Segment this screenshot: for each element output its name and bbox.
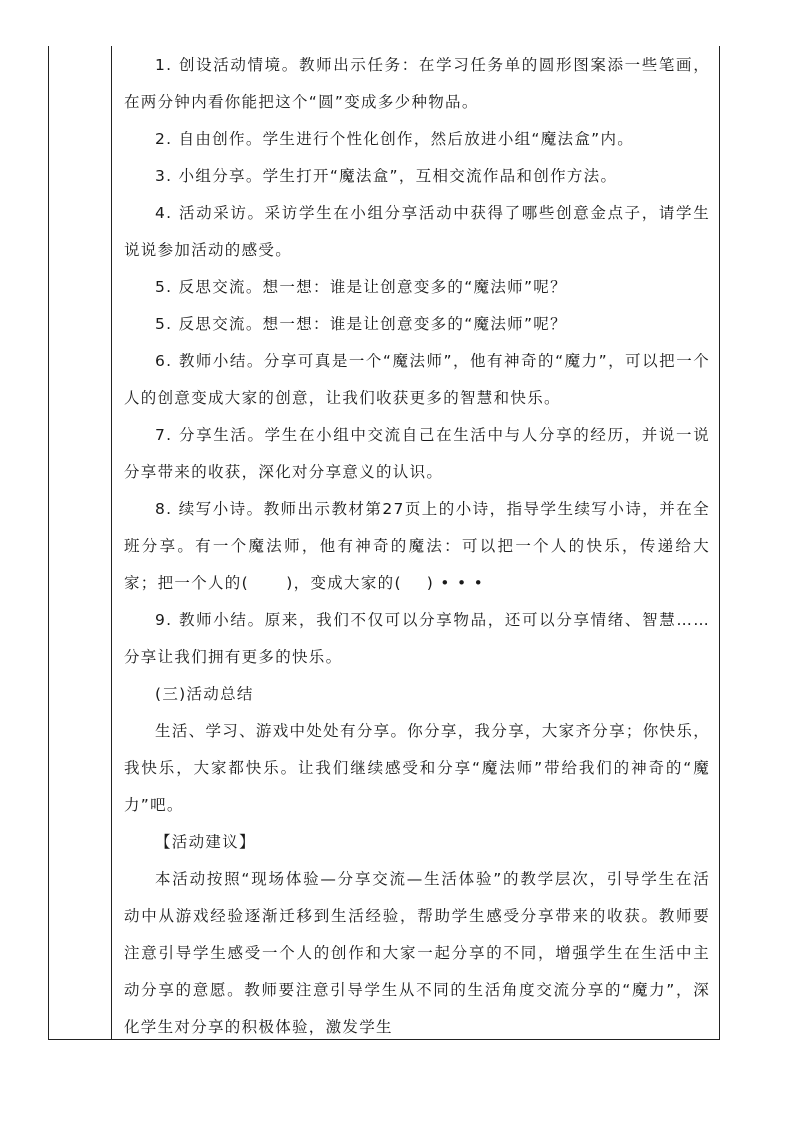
suggestion-paragraph: 本活动按照“现场体验—分享交流—生活体验”的教学层次，引导学生在活动中从游戏经验逐渐迁移到生活经验，帮助学生感受分享带来的收获。教师要注意引导学生感受一个人的创作和大家一起分享的不同，增强学生在生活中主动分享的意愿。教师要注意引导学生从不同的生活角度交流分享的“魔力”，深化学生对分享的积极体验，激发学生 (124, 870, 710, 1036)
suggestion-heading: 【活动建议】 (155, 833, 256, 851)
step-8: 8. 续写小诗。教师出示教材第27页上的小诗，指导学生续写小诗，并在全班分享。有一个魔法师，他有神奇的魔法：可以把一个人的快乐，传递给大家；把一个人的( )，变成大家的( ) • • • (124, 500, 710, 592)
step-2: 2. 自由创作。学生进行个性化创作，然后放进小组“魔法盒”内。 (155, 130, 635, 148)
section-heading: (三)活动总结 (155, 685, 254, 703)
activity-content-cell (124, 46, 710, 1046)
step-5-repeat: 5. 反思交流。想一想：谁是让创意变多的“魔法师”呢？ (155, 315, 567, 333)
step-7: 7. 分享生活。学生在小组中交流自己在生活中与人分享的经历，并说一说分享带来的收获，深化对分享意义的认识。 (124, 426, 710, 481)
step-9: 9. 教师小结。原来，我们不仅可以分享物品，还可以分享情绪、智慧……分享让我们拥有更多的快乐。 (124, 611, 710, 666)
lesson-table (48, 46, 720, 1040)
summary-paragraph: 生活、学习、游戏中处处有分享。你分享，我分享，大家齐分享；你快乐，我快乐，大家都快乐。让我们继续感受和分享“魔法师”带给我们的神奇的“魔力”吧。 (124, 722, 710, 814)
step-3: 3. 小组分享。学生打开“魔法盒”，互相交流作品和创作方法。 (155, 167, 618, 185)
step-6: 6. 教师小结。分享可真是一个“魔法师”，他有神奇的“魔力”，可以把一个人的创意变成大家的创意，让我们收获更多的智慧和快乐。 (124, 352, 710, 407)
step-4: 4. 活动采访。采访学生在小组分享活动中获得了哪些创意金点子，请学生说说参加活动的感受。 (124, 204, 710, 259)
column-divider (111, 46, 112, 1039)
step-1: 1. 创设活动情境。教师出示任务：在学习任务单的圆形图案添一些笔画，在两分钟内看你能把这个“圆”变成多少种物品。 (124, 56, 710, 111)
step-5: 5. 反思交流。想一想：谁是让创意变多的“魔法师”呢？ (155, 278, 567, 296)
